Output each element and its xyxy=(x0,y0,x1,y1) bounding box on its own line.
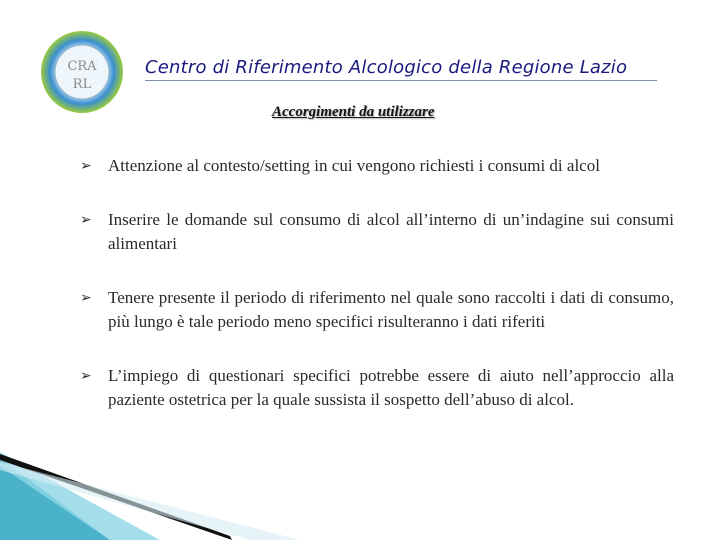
bullet-text: Tenere presente il periodo di riferimento nel quale sono raccolti i dati di consumo, più lungo è tale periodo meno specifici risulteranno i dati riferiti xyxy=(108,288,674,331)
bullet-item xyxy=(80,154,674,178)
svg-text:CRA: CRA xyxy=(67,59,97,74)
bullet-text: Attenzione al contesto/setting in cui vengono richiesti i consumi di alcol xyxy=(108,156,600,175)
bullet-text: L’impiego di questionari specifici potrebbe essere di aiuto nell’approccio alla paziente ostetrica per la quale sussista il sospetto dell’abuso di alcol. xyxy=(108,366,674,409)
arrow-bullet-icon: ➢ xyxy=(80,368,92,384)
arrow-bullet-icon: ➢ xyxy=(80,158,92,174)
bullet-item xyxy=(80,208,674,256)
bullet-item xyxy=(80,286,674,334)
bullet-item xyxy=(80,364,674,412)
bullet-list xyxy=(80,154,674,442)
crarl-logo xyxy=(40,30,124,114)
arrow-bullet-icon: ➢ xyxy=(80,290,92,306)
header-title: Centro di Riferimento Alcologico della Regione Lazio xyxy=(145,57,628,78)
header-divider xyxy=(145,80,657,81)
bullet-text: Inserire le domande sul consumo di alcol all’interno di un’indagine sui consumi alimentari xyxy=(108,210,674,253)
arrow-bullet-icon: ➢ xyxy=(80,212,92,228)
svg-text:RL: RL xyxy=(72,77,92,92)
corner-decoration xyxy=(0,440,320,540)
slide-subtitle: Accorgimenti da utilizzare xyxy=(272,104,435,120)
